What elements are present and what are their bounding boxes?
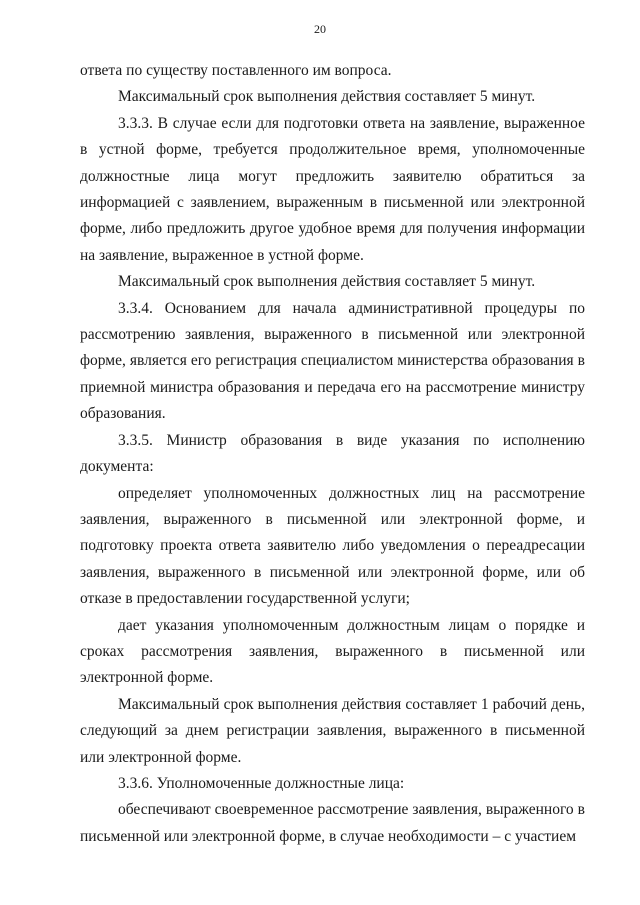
paragraph-continuation: ответа по существу поставленного им вопроса. — [80, 62, 392, 79]
document-body — [80, 58, 585, 850]
paragraph-3-3-6: 3.3.6. Уполномоченные должностные лица: — [118, 774, 405, 792]
paragraph-3-3-5: 3.3.5. Министр образования в виде указания по исполнению документа: — [80, 431, 585, 476]
page-number: 20 — [314, 22, 326, 36]
paragraph-3-3-4: 3.3.4. Основанием для начала административной процедуры по рассмотрению заявления, выраженного в письменной или электронной форме, является его регистрация специалистом министерства образования в приемной министра образования и передача его на рассмотрение министру образования. — [80, 299, 585, 423]
paragraph-max-time-2: Максимальный срок выполнения действия составляет 5 минут. — [118, 273, 536, 291]
paragraph-determines-officials: определяет уполномоченных должностных лиц на рассмотрение заявления, выраженного в письменной или электронной форме, и подготовку проекта ответа заявителю либо уведомления о переадресации заявления, выраженного в письменной или электронной форме, или об отказе в предоставлении государственной услуги; — [80, 484, 585, 608]
paragraph-3-3-3: 3.3.3. В случае если для подготовки ответа на заявление, выраженное в устной форме, требуется продолжительное время, уполномоченные должностные лица могут предложить заявителю обратиться за информацией с заявлением, выраженным в письменной или электронной форме, либо предложить другое удобное время для получения информации на заявление, выраженное в устной форме. — [80, 114, 585, 264]
paragraph-gives-instructions: дает указания уполномоченным должностным лицам о порядке и сроках рассмотрения заявления, выраженного в письменной или электронной форме. — [80, 616, 585, 687]
paragraph-ensure-review: обеспечивают своевременное рассмотрение заявления, выраженного в письменной или электронной форме, в случае необходимости – с участием — [80, 801, 585, 845]
paragraph-max-time-3: Максимальный срок выполнения действия составляет 1 рабочий день, следующий за днем регистрации заявления, выраженного в письменной или электронной форме. — [80, 695, 585, 766]
paragraph-max-time-1: Максимальный срок выполнения действия составляет 5 минут. — [118, 88, 536, 106]
